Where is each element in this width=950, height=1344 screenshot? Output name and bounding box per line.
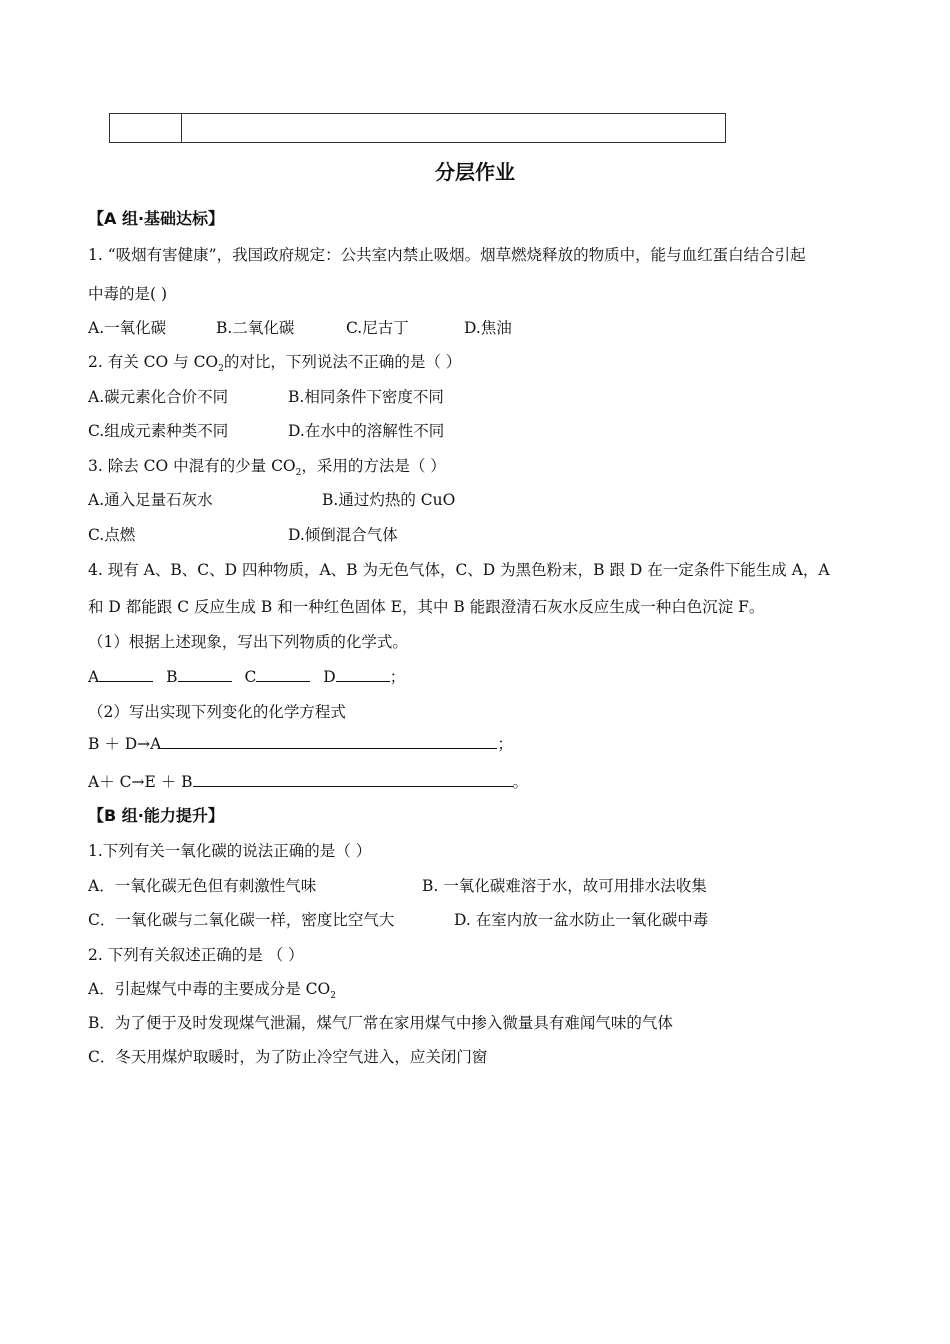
table-divider: [181, 114, 182, 142]
q2-option-a: A.碳元素化合价不同: [88, 388, 229, 406]
q3-stem-post: ，采用的方法是（ ）: [301, 457, 446, 475]
equation2-text: A＋ C→E ＋ B: [88, 773, 193, 791]
b1-option-a: A．一氧化碳无色但有刺激性气味: [88, 877, 317, 895]
page-title: 分层作业: [435, 160, 515, 184]
section-a-heading: [88, 209, 224, 229]
q4-sub1: （1）根据上述现象，写出下列物质的化学式。: [88, 633, 408, 651]
equation2-end: 。: [512, 773, 529, 791]
blank-label-b: B: [166, 668, 178, 686]
q1-stem-line2: [88, 284, 167, 304]
blank-d[interactable]: [336, 667, 390, 682]
b2-option-a-text: A．引起煤气中毒的主要成分是 CO: [88, 980, 331, 998]
blank-label-a: A: [88, 668, 100, 686]
b1-option-d: D. 在室内放一盆水防止一氧化碳中毒: [454, 911, 709, 929]
blank-label-c: C: [244, 668, 257, 686]
q2-option-b: B.相同条件下密度不同: [288, 388, 444, 406]
blank-c[interactable]: [256, 667, 310, 682]
q2-option-c: C.组成元素种类不同: [88, 422, 229, 440]
q1-stem-line1: 1. “吸烟有害健康”，我国政府规定：公共室内禁止吸烟。烟草燃烧释放的物质中，能与血红蛋白结合引起: [88, 246, 806, 264]
b2-option-a-sub: 2: [330, 991, 336, 1002]
q3-stem-pre: 3. 除去 CO 中混有的少量 CO: [88, 457, 296, 475]
q3-option-b: B.通过灼热的 CuO: [322, 491, 456, 509]
q1-stem-text: 中毒的是: [88, 285, 151, 303]
b2-stem: 2. 下列有关叙述正确的是 （ ）: [88, 946, 304, 964]
b2-option-b: B．为了便于及时发现煤气泄漏，煤气厂常在家用煤气中掺入微量具有难闻气味的气体: [88, 1014, 673, 1032]
q2-stem-sub: 2: [218, 364, 224, 375]
blank-a[interactable]: [99, 667, 153, 682]
q1-option-a: A.一氧化碳: [88, 319, 167, 337]
q4-stem-line1: 4. 现有 A、B、C、D 四种物质，A、B 为无色气体，C、D 为黑色粉末，B 跟 D 在一定条件下能生成 A，A: [88, 561, 830, 579]
q4-stem-line2: 和 D 都能跟 C 反应生成 B 和一种红色固体 E，其中 B 能跟澄清石灰水反应生成一种白色沉淀 F。: [88, 598, 765, 616]
q2-option-d: D.在水中的溶解性不同: [288, 422, 445, 440]
q3-option-d: D.倾倒混合气体: [288, 526, 398, 544]
q1-option-d: D.焦油: [464, 319, 512, 337]
q2-stem: [88, 352, 461, 379]
q4-sub2: （2）写出实现下列变化的化学方程式: [88, 703, 346, 721]
blank-label-d: D: [323, 668, 336, 686]
blank-b[interactable]: [178, 667, 232, 682]
q1-option-c: C.尼古丁: [346, 319, 409, 337]
q1-answer-paren: ( ): [150, 285, 168, 303]
section-b-heading: [88, 806, 224, 826]
q4-blanks-row: [88, 667, 405, 687]
q2-stem-post: 的对比，下列说法不正确的是（ ）: [223, 353, 462, 371]
q3-option-c: C.点燃: [88, 526, 136, 544]
b2-option-c: C．冬天用煤炉取暖时，为了防止冷空气进入，应关闭门窗: [88, 1048, 488, 1066]
q2-stem-pre: 2. 有关 CO 与 CO: [88, 353, 219, 371]
header-table: [109, 113, 726, 143]
equation1-text: B ＋ D→A: [88, 735, 162, 753]
section-b-label: 【B 组·能力提升】: [88, 806, 224, 825]
q1-option-b: B.二氧化碳: [216, 319, 295, 337]
q3-stem-sub: 2: [295, 468, 302, 479]
b1-option-b: B. 一氧化碳难溶于水，故可用排水法收集: [422, 877, 707, 895]
q3-option-a: A.通入足量石灰水: [88, 491, 213, 509]
section-a-label: 【A 组·基础达标】: [88, 209, 225, 228]
q3-stem: [88, 456, 446, 483]
blank-end-mark: ；: [389, 668, 406, 686]
equation1-end: ；: [497, 735, 513, 753]
b2-option-a: [88, 979, 336, 1006]
equation1-blank[interactable]: [161, 734, 497, 749]
q4-equation2: [88, 772, 528, 792]
b1-stem: 1.下列有关一氧化碳的说法正确的是（ ）: [88, 842, 372, 860]
q4-equation1: [88, 734, 513, 754]
equation2-blank[interactable]: [193, 772, 513, 787]
b1-option-c: C．一氧化碳与二氧化碳一样，密度比空气大: [88, 911, 395, 929]
